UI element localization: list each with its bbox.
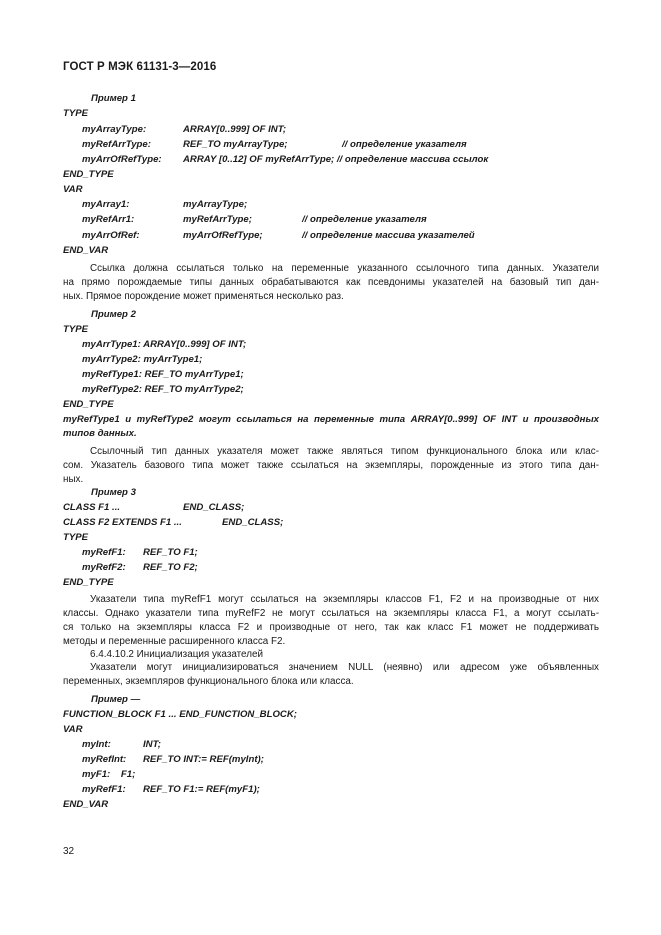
code-line: myArrType2: myArrType1; — [82, 354, 203, 365]
paragraph-line: классы. Однако указатели типа myRefF2 не могут ссылаться на экземпляры класса F1, а могут ссылать- — [63, 608, 599, 619]
code-def: INT; — [143, 739, 161, 750]
code-name: myInt: — [82, 739, 111, 750]
end-type-keyword: END_TYPE — [63, 169, 114, 180]
code-name: myArrOfRef: — [82, 230, 140, 241]
page-header: ГОСТ Р МЭК 61131-3—2016 — [63, 61, 217, 73]
example4-title: Пример — — [91, 694, 141, 705]
paragraph-line: на прямо порождаемые типы данных обрабатываются как псевдонимы указателей на базовый тип дан- — [63, 277, 599, 288]
type-keyword: TYPE — [63, 532, 89, 543]
code-name: myArrOfRefType: — [82, 154, 162, 165]
end-type-keyword: END_TYPE — [63, 399, 114, 410]
end-var-keyword: END_VAR — [63, 799, 109, 810]
code-name: myArrayType: — [82, 124, 147, 135]
code-name: myRefF1: — [82, 784, 126, 795]
code-line: CLASS F1 ... — [63, 502, 121, 513]
code-name: myArray1: — [82, 199, 130, 210]
paragraph-line: ся только на экземпляры класса F2 и производные от него, так как класс F1 может не поддерживать — [63, 622, 599, 633]
example3-title: Пример 3 — [91, 487, 136, 498]
code-def: REF_TO INT:= REF(myInt); — [143, 754, 264, 765]
code-line: END_CLASS; — [222, 517, 284, 528]
code-def: REF_TO myArrayType; — [183, 139, 288, 150]
example1-title: Пример 1 — [91, 93, 136, 104]
code-def: REF_TO F1; — [143, 547, 198, 558]
paragraph-line: Указатели типа myRefF1 могут ссылаться на экземпляры классов F1, F2 и на производные от них — [90, 594, 599, 605]
section-heading: 6.4.4.10.2 Инициализация указателей — [90, 649, 263, 660]
paragraph-line: Указатели могут инициализироваться значением NULL (неявно) или адресом уже объявленных — [90, 662, 599, 673]
example2-title: Пример 2 — [91, 309, 136, 320]
code-comment: // определение указателя — [302, 214, 427, 225]
code-name: myRefF1: — [82, 547, 126, 558]
code-def: ARRAY[0..999] OF INT; — [183, 124, 287, 135]
code-name: myRefArrType: — [82, 139, 151, 150]
paragraph-line: сом. Указатель базового типа может также ссылаться на экземпляры, порожденные из этого типа дан- — [63, 460, 599, 471]
code-comment: // определение массива указателей — [302, 230, 475, 241]
code-name: myRefInt: — [82, 754, 127, 765]
paragraph-line: переменных, экземпляров функционального блока или класса. — [63, 676, 354, 687]
paragraph-line: Ссылка должна ссылаться только на переменные указанного ссылочного типа данных. Указатели — [90, 263, 599, 274]
paragraph-line: ных. — [63, 474, 84, 485]
code-line: CLASS F2 EXTENDS F1 ... — [63, 517, 182, 528]
code-name: myRefArr1: — [82, 214, 135, 225]
type-keyword: TYPE — [63, 108, 89, 119]
code-def: myRefArrType; — [183, 214, 252, 225]
paragraph-line: ных. Прямое порождение может применяться несколько раз. — [63, 291, 344, 302]
code-def: myArrayType; — [183, 199, 248, 210]
code-line: FUNCTION_BLOCK F1 ... END_FUNCTION_BLOCK; — [63, 709, 297, 720]
code-def: REF_TO F2; — [143, 562, 198, 573]
code-def: myArrOfRefType; — [183, 230, 263, 241]
end-type-keyword: END_TYPE — [63, 577, 114, 588]
example2-note: типов данных. — [63, 428, 137, 439]
code-line: myRefType2: REF_TO myArrType2; — [82, 384, 244, 395]
paragraph-line: Ссылочный тип данных указателя может также являться типом функционального блока или клас- — [90, 446, 599, 457]
code-def: ARRAY [0..12] OF myRefArrType; // определение массива ссылок — [183, 154, 489, 165]
code-line: myRefType1: REF_TO myArrType1; — [82, 369, 244, 380]
code-line: myF1: F1; — [82, 769, 136, 780]
type-keyword: TYPE — [63, 324, 89, 335]
code-line: myArrType1: ARRAY[0..999] OF INT; — [82, 339, 247, 350]
paragraph-line: методы и переменные расширенного класса F2. — [63, 636, 286, 647]
code-name: myRefF2: — [82, 562, 126, 573]
example2-note: myRefType1 и myRefType2 могут ссылаться на переменные типа ARRAY[0..999] OF INT и производных — [63, 414, 599, 425]
code-def: REF_TO F1:= REF(myF1); — [143, 784, 260, 795]
var-keyword: VAR — [63, 184, 83, 195]
var-keyword: VAR — [63, 724, 83, 735]
end-var-keyword: END_VAR — [63, 245, 109, 256]
page-number: 32 — [63, 846, 75, 857]
code-line: END_CLASS; — [183, 502, 245, 513]
code-comment: // определение указателя — [342, 139, 467, 150]
